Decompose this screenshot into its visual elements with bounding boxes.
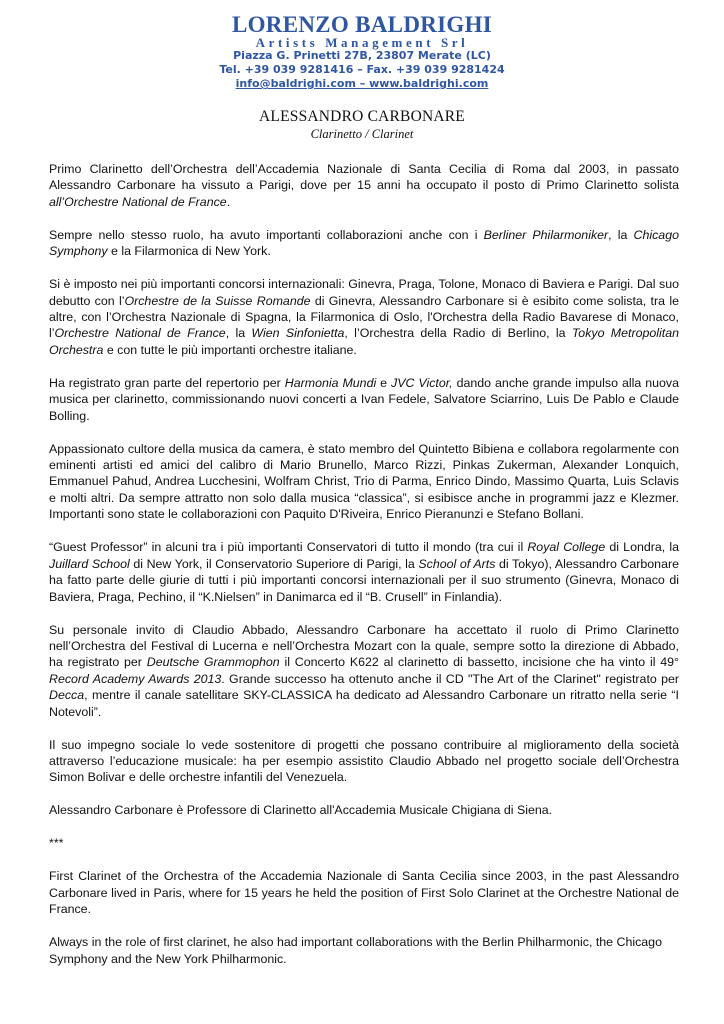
agency-name: LORENZO BALDRIGHI	[231, 12, 493, 37]
text: , la	[608, 227, 634, 242]
italic-text: Wien Sinfonietta	[251, 326, 345, 341]
text: Appassionato cultore della musica da camera, è stato membro del Quintetto Bibiena e collabora regolarmente con eminenti artisti ed amici del calibro di Mario Brunello, Marco Rizzi, Pinkas Zukerman, Alexander Lonquich, Emmanuel Pahud, Andrea Lucchesini, Wolfram Christ, Trio di Parma, Enrico Dindo, Massimo Quarta, Luis Sclavis e molti altri. Da sempre attratto non solo dalla musica “classica”, si esibisce anche in programmi jazz e Klezmer. Importanti sono state le collaborazioni con Paquito D'Riveira, Enrico Pieranunzi e Stefano Bollani.	[49, 441, 679, 522]
bio-paragraph-en-1	[49, 868, 679, 917]
bio-paragraph-2	[49, 227, 679, 260]
agency-phone-fax: Tel. +39 039 9281416 – Fax. +39 039 9281424	[219, 63, 505, 76]
text: Ha registrato gran parte del repertorio per	[49, 375, 285, 390]
agency-company: Artists Management Srl	[255, 35, 469, 50]
text: Primo Clarinetto dell’Orchestra dell’Accademia Nazionale di Santa Cecilia di Roma dal 2003, in passato Alessandro Carbonare ha vissuto a Parigi, dove per 15 anni ha occupato il posto di Primo Clarinetto solista	[49, 162, 679, 193]
email-link[interactable]: info@baldrighi.com	[235, 77, 356, 90]
bio-paragraph-9	[49, 802, 679, 818]
artist-instrument: Clarinetto / Clarinet	[310, 127, 414, 141]
text: di New York, il Conservatorio Superiore di Parigi, la	[129, 556, 419, 571]
text: , la	[225, 326, 252, 341]
bio-paragraph-8	[49, 737, 679, 786]
italic-text: Tokyo Metropolitan Orchestra	[49, 326, 679, 357]
text: e la Filarmonica di New York.	[107, 244, 271, 259]
text: e	[376, 375, 392, 390]
italic-text: Record Academy Awards 2013	[49, 671, 222, 686]
contact-separator: –	[355, 77, 370, 90]
italic-text: Orchestre de la Suisse Romande	[124, 293, 311, 308]
italic-text: Deutsche Grammophon	[146, 655, 280, 670]
website-link[interactable]: www.baldrighi.com	[369, 77, 489, 90]
text: e con tutte le più importanti orchestre italiane.	[103, 342, 357, 357]
italic-text: all’Orchestre National de France	[49, 194, 227, 209]
text: di Ginevra, Alessandro Carbonare si è esibito come solista, tra le altre, con l’Orchestra Nazionale di Spagna, la Filarmonica di Oslo, l'Orchestra della Radio Bavarese di Monaco, l’	[49, 293, 679, 341]
biography-body	[49, 161, 679, 984]
italic-text: Juillard School	[49, 556, 130, 571]
section-separator: ***	[49, 836, 64, 851]
text: Il suo impegno sociale lo vede sostenitore di progetti che possano contribuire al miglioramento della società attraverso l’educazione musicale: ha per esempio assistito Claudio Abbado nel progetto sociale dell’Orchestra Simon Bolivar e delle orchestre infantili del Venezuela.	[49, 737, 679, 785]
artist-title-block	[0, 108, 724, 142]
bio-paragraph-5	[49, 441, 679, 523]
text: Alessandro Carbonare è Professore di Clarinetto all'Accademia Musicale Chigiana di Siena.	[49, 803, 553, 818]
bio-paragraph-1	[49, 161, 679, 210]
text: , l’Orchestra della Radio di Berlino, la	[344, 326, 572, 341]
text: Sempre nello stesso ruolo, ha avuto importanti collaborazioni anche con i	[49, 227, 484, 242]
text: dando anche grande impulso alla nuova musica per clarinetto, commissionando nuovi concerti a Ivan Fedele, Salvatore Sciarrino, Luis De Pablo e Claude Bolling.	[49, 375, 679, 423]
agency-address: Piazza G. Prinetti 27B, 23807 Merate (LC)	[233, 49, 491, 62]
text: , mentre il canale satellitare SKY-CLASSICA ha dedicato ad Alessandro Carbonare un ritratto nella serie “I Notevoli”.	[49, 688, 679, 719]
bio-paragraph-4	[49, 375, 679, 424]
text: . Grande successo ha ottenuto anche il CD "The Art of the Clarinet" registrato per	[221, 671, 679, 686]
artist-name: ALESSANDRO CARBONARE	[259, 108, 465, 125]
text: Si è imposto nei più importanti concorsi internazionali: Ginevra, Praga, Tolone, Monaco di Baviera e Parigi. Dal suo debutto con l’	[49, 277, 679, 308]
bio-paragraph-6	[49, 539, 679, 605]
italic-text: Orchestre National de France	[54, 326, 226, 341]
text: .	[226, 194, 231, 209]
italic-text: Berliner Philarmoniker	[483, 227, 609, 242]
bio-paragraph-3	[49, 276, 679, 358]
bio-paragraph-7	[49, 622, 679, 720]
text: il Concerto K622 al clarinetto di bassetto, incisione che ha vinto il 49°	[279, 655, 680, 670]
italic-text: Decca	[49, 688, 85, 703]
text: First Clarinet of the Orchestra of the Accademia Nazionale di Santa Cecilia since 2003, in the past Alessandro Carbonare lived in Paris, where for 15 years he held the position of First Solo Clarinet at the Orchestre National de France.	[49, 869, 679, 917]
text: Su personale invito di Claudio Abbado, Alessandro Carbonare ha accettato il ruolo di Primo Clarinetto nell’Orchestra del Festival di Lucerna e nell’Orchestra Mozart con la quale, sempre sotto la direzione di Abbado, ha registrato per	[49, 622, 679, 670]
italic-text: JVC Victor,	[391, 375, 453, 390]
italic-text: School of Arts	[418, 556, 496, 571]
letterhead	[0, 14, 724, 91]
text: Always in the role of first clarinet, he also had important collaborations with the Berlin Philharmonic, the Chicago Symphony and the New York Philharmonic.	[49, 935, 662, 966]
text: di Londra, la	[605, 540, 680, 555]
text: di Tokyo), Alessandro Carbonare ha fatto parte delle giurie di tutti i più importanti concorsi internazionali per il suo strumento (Ginevra, Monaco di Baviera, Praga, Pechino, il “K.Nielsen” in Danimarca ed il “B. Crusell” in Finlandia).	[49, 556, 679, 604]
bio-paragraph-en-2	[49, 934, 679, 967]
italic-text: Harmonia Mundi	[284, 375, 377, 390]
text: “Guest Professor” in alcuni tra i più importanti Conservatori di tutto il mondo (tra cui il	[49, 540, 528, 555]
italic-text: Royal College	[527, 540, 606, 555]
agency-contacts	[0, 77, 724, 91]
italic-text: Chicago Symphony	[49, 227, 679, 259]
